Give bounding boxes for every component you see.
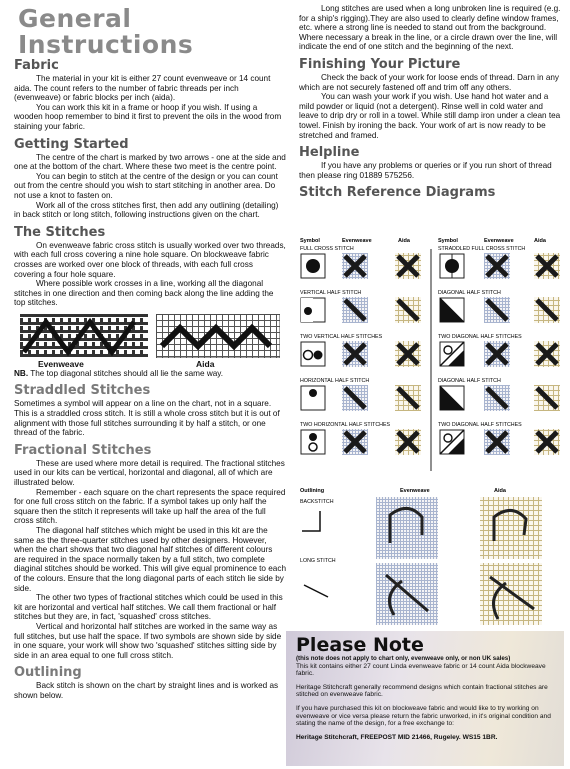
stitch-line-illustrations <box>14 314 286 358</box>
left-evenweave-sample <box>342 385 368 411</box>
stitch-reference-diagrams <box>298 235 564 627</box>
backstitch-label: BACKSTITCH <box>300 499 334 505</box>
right-aida-sample <box>534 385 560 411</box>
finishing-paragraph-2: You can wash your work if you wish. Use hand hot water and a mild powder or liquid (not a detergent). Rinse well in cold water and leave to drip dry or roll in a towel. While still damp iron under a clean tea towel. Finish by ironing the back. Your work of art is now ready to be stretched and framed. <box>299 92 561 140</box>
please-note-paragraph-2: Heritage Stitchcraft generally recommend designs which contain fractional stitches are stitched on evenweave fabric. <box>296 683 548 699</box>
left-evenweave-sample <box>342 297 368 323</box>
left-symbol-two-h <box>301 430 325 454</box>
left-diagram-label: VERTICAL HALF STITCH <box>300 290 362 296</box>
helpline-paragraph: If you have any problems or queries or if you run short of thread then please ring 01889 575256. <box>299 161 552 180</box>
finishing-heading: Finishing Your Picture <box>299 56 461 72</box>
left-diagram-label: TWO HORIZONTAL HALF STITCHES <box>300 422 391 428</box>
left-symbol-vhalf <box>301 298 325 322</box>
finishing-paragraph-1: Check the back of your work for loose ends of thread. Darn in any which are not securely fastened off and trim off any others. <box>299 72 560 92</box>
long-stitches-paragraph: Long stitches are used when a long unbroken line is required (e.g. for a ship's rigging).They are also used to clearly define window frames, etc. where a strong line is needed to stand out from the background. Where necessary a break in the line, or a circle drawn over the line, will indicate the end of one stitch and the beginning of the next. <box>299 4 561 52</box>
left-aida-sample <box>395 297 421 323</box>
right-evenweave-sample <box>484 297 510 323</box>
left-diagram-label: HORIZONTAL HALF STITCH <box>300 378 370 384</box>
left-column <box>14 0 286 701</box>
aida-header-left: Aida <box>398 238 410 244</box>
fractional-paragraph-5: Vertical and horizontal half stitches are worked in the same way as full stitches, but use half the space. If two symbols are shown side by side in one square, your work will show two 'squashed' stitches sitting side by side in an area equal to one full cross stitch. <box>14 621 282 660</box>
fabric-heading: Fabric <box>14 58 59 73</box>
right-symbol-diag2 <box>440 386 464 410</box>
left-evenweave-sample <box>342 341 368 367</box>
getting-started-paragraph-2: You can begin to stitch at the centre of the design or you can count out from the centre should you wish to start stitching in another area. Do not use a knot to fasten on. <box>14 171 278 200</box>
right-diagram-label: TWO DIAGONAL HALF STITCHES <box>438 334 522 340</box>
left-aida-sample <box>395 429 421 455</box>
diagram-rows <box>300 246 560 455</box>
fractional-paragraph-4: The other two types of fractional stitches which could be used in this kit are horizontal and vertical half stitches. We call them fractional or half stitches but they are, in fact, 'squashed' cross stitches. <box>14 593 283 622</box>
outlining-aida-header: Aida <box>494 488 506 494</box>
right-evenweave-sample <box>484 385 510 411</box>
outlining-evenweave-header: Evenweave <box>400 488 430 494</box>
right-symbol-two-diag <box>440 342 464 366</box>
left-aida-sample <box>395 253 421 279</box>
right-evenweave-sample <box>484 429 510 455</box>
straddled-paragraph: Sometimes a symbol will appear on a line on the chart, not in a square. This is a straddled cross stitch. It is still a whole cross stitch but it is out of alignment with those full stitches surrounding it by half a stitch, or one thread of the fabric. <box>14 399 280 438</box>
please-note-heading: Please Note <box>296 634 424 656</box>
page-title: General Instructions <box>18 4 194 59</box>
right-aida-sample <box>534 253 560 279</box>
helpline-heading: Helpline <box>299 145 360 161</box>
evenweave-header-right: Evenweave <box>484 238 514 244</box>
straddled-heading: Straddled Stitches <box>14 383 151 399</box>
fractional-paragraph-3: The diagonal half stitches which might be used in this kit are the same as the three-quarter stitches used by other designers. However, when the chart shows that two diagonal half stitches of different colours are required in the space normally taken by a full stitch, two complete diaginal stitches should be worked. This will give equal prominence to each of the colours. Ensure that the long diagonal parts of each stitch lie side by side. <box>14 526 287 593</box>
left-evenweave-sample <box>342 429 368 455</box>
diagram-column-headers <box>300 238 547 244</box>
right-diagram-label: DIAGONAL HALF STITCH <box>438 290 501 296</box>
getting-started-paragraph-3: Work all of the cross stitches first, then add any outlining (detailing) in back stitch or long stitch, following instructions given on the chart. <box>14 200 279 220</box>
please-note-address: Heritage Stitchcraft, FREEPOST MID 21466, Rugeley. WS15 1BR. <box>296 733 498 741</box>
getting-started-heading: Getting Started <box>14 136 129 152</box>
aida-caption: Aida <box>196 358 215 369</box>
outlining-paragraph: Back stitch is shown on the chart by straight lines and is worked as shown below. <box>14 681 279 700</box>
right-evenweave-sample <box>484 341 510 367</box>
nb-note <box>14 369 286 379</box>
symbol-header-right: Symbol <box>438 238 458 244</box>
backstitch-symbol <box>302 511 320 531</box>
fractional-paragraph-2: Remember - each square on the chart represents the space required for one full cross stitch on the fabric. If a symbol takes up only half the square then the stitch it represents will take up half the area of the full cross stitch. <box>14 487 286 526</box>
please-note-panel <box>286 631 564 766</box>
illustration-captions <box>14 358 286 369</box>
right-symbol-straddle <box>440 254 464 278</box>
stitches-paragraph-2: Where possible work crosses in a line, working all the diagonal stitches in one direction and then coming back along the line adding the top stitches. <box>14 279 274 308</box>
outlining-diagram-headers <box>300 488 507 494</box>
backstitch-evenweave <box>376 497 438 559</box>
right-symbol-two-diag2 <box>440 430 464 454</box>
right-column <box>299 0 561 201</box>
right-symbol-diag <box>440 298 464 322</box>
diagrams-heading: Stitch Reference Diagrams <box>299 185 496 201</box>
left-symbol-full <box>301 254 325 278</box>
right-diagram-label: STRADDLED FULL CROSS STITCH <box>438 246 526 252</box>
fractional-heading: Fractional Stitches <box>14 442 152 458</box>
left-diagram-label: TWO VERTICAL HALF STITCHES <box>300 334 383 340</box>
fabric-paragraph-2: You can work this kit in a frame or hoop if you wish. If using a wooden hoop remember to bind it first to prevent the oils in the wood from staining your fabric. <box>14 102 282 131</box>
right-diagram-label: TWO DIAGONAL HALF STITCHES <box>438 422 522 428</box>
please-note-subheading: (this note does not apply to chart only, evenweave only, or non UK sales) <box>296 655 511 662</box>
right-evenweave-sample <box>484 253 510 279</box>
backstitch-aida <box>480 497 542 559</box>
nb-text: The top diagonal stitches should all lie the same way. <box>28 368 224 378</box>
left-symbol-hhalf <box>301 386 325 410</box>
left-aida-sample <box>395 341 421 367</box>
left-symbol-two-v <box>301 342 325 366</box>
fractional-paragraph-1: These are used where more detail is required. The fractional stitches used in our kits can be vertical, horizontal and diagonal, all of which are illustrated below. <box>14 458 285 488</box>
longstitch-label: LONG STITCH <box>300 558 336 564</box>
right-aida-sample <box>534 429 560 455</box>
outlining-heading: Outlining <box>14 665 82 681</box>
right-aida-sample <box>534 297 560 323</box>
left-evenweave-sample <box>342 253 368 279</box>
nb-label: NB. <box>14 368 29 378</box>
aida-header-right: Aida <box>534 238 546 244</box>
outlining-header: Outlining <box>300 488 325 494</box>
stitches-paragraph-1: On evenweave fabric cross stitch is usually worked over two threads, with each full cross covering a nine hole square. On blockweave fabric crosses are worked over one block of threads, with each full cross covering a four hole square. <box>14 240 286 279</box>
getting-started-paragraph-1: The centre of the chart is marked by two arrows - one at the side and one at the bottom of the chart. Where these two meet is the centre point. <box>14 152 286 172</box>
evenweave-line-illustration <box>20 314 148 358</box>
fabric-paragraph-1: The material in your kit is either 27 count evenweave or 14 count aida. The count refers to the number of fabric threads per inch (evenweave) or fabric blocks per inch (aida). <box>14 74 271 103</box>
longstitch-symbol <box>304 585 328 597</box>
right-diagram-label: DIAGONAL HALF STITCH <box>438 378 501 384</box>
right-aida-sample <box>534 341 560 367</box>
evenweave-header-left: Evenweave <box>342 238 372 244</box>
left-aida-sample <box>395 385 421 411</box>
please-note-paragraph-3: If you have purchased this kit on blockweave fabric and would like to try working on evenweave or vice versa please return the fabric unworked, in it's original condition and stating the name of the design, for a free exchange to: <box>296 704 551 728</box>
symbol-header-left: Symbol <box>300 238 320 244</box>
stitches-heading: The Stitches <box>14 224 106 240</box>
left-diagram-label: FULL CROSS STITCH <box>300 246 354 252</box>
please-note-paragraph-1: This kit contains either 27 count Linda evenweave fabric or 14 count Aida blockweave fabric. <box>296 662 546 678</box>
evenweave-caption: Evenweave <box>38 358 84 369</box>
aida-line-illustration <box>156 314 280 358</box>
